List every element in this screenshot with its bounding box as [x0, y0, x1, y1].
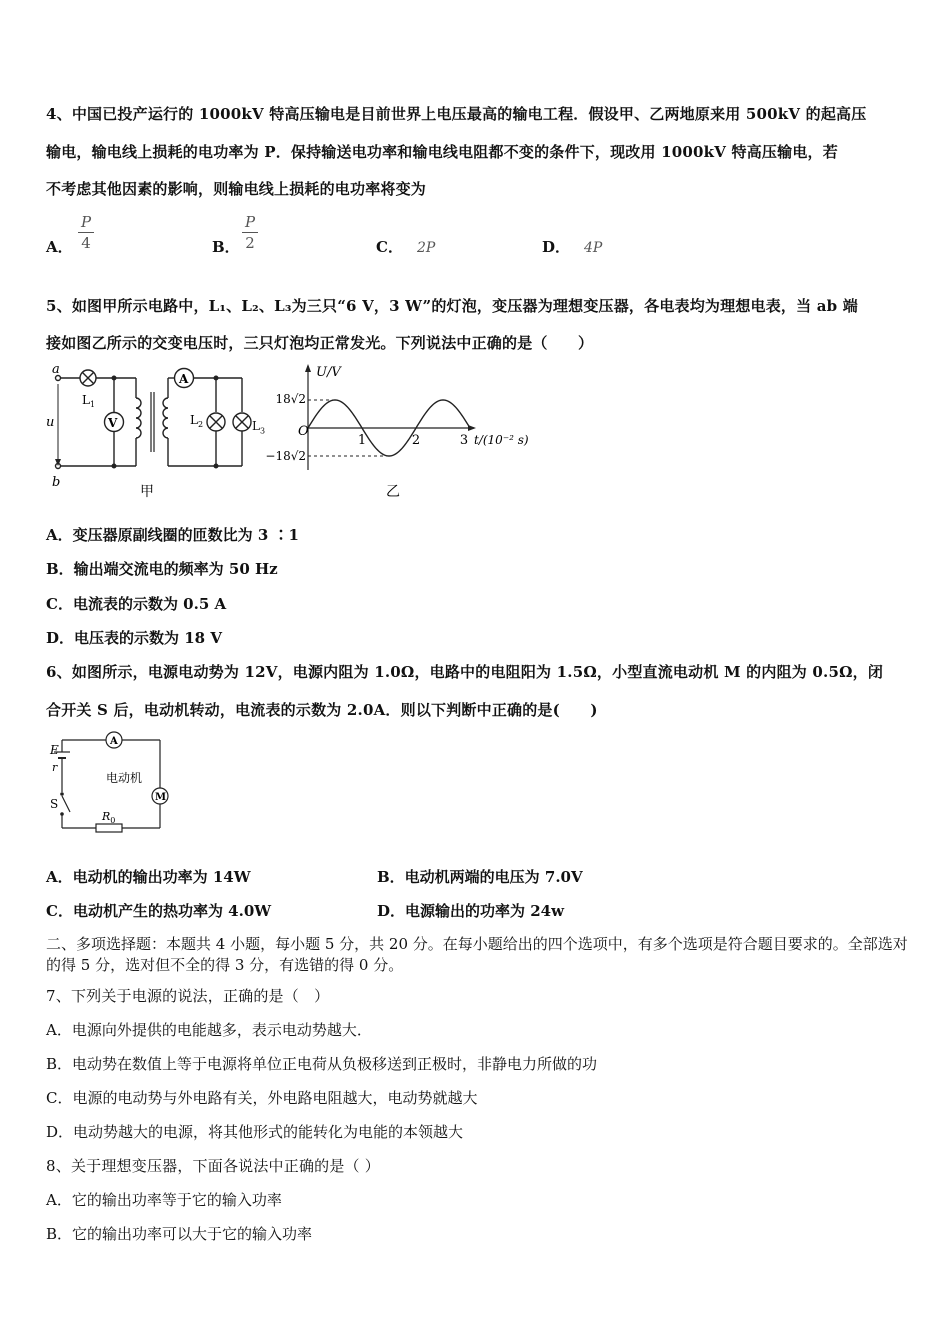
q4-option-b-denominator: 2 — [245, 234, 255, 252]
lamp-l3-label-text: $L_3$ — [252, 419, 266, 436]
q5-circuit-figure — [44, 362, 254, 502]
q6-option-d[interactable]: D．电源输出的功率为 24w — [377, 902, 565, 920]
chart-tick-2: 2 — [411, 433, 421, 448]
q4-stem-line1: 4、中国已投产运行的 1000kV 特高压输电是目前世界上电压最高的输电工程．假设甲、乙两地原来用 500kV 的起高压 — [46, 105, 867, 123]
switch-s-label: S — [50, 797, 59, 811]
q4-option-b-numerator: P — [244, 213, 256, 231]
q4-option-a-label: A． — [46, 238, 73, 256]
q6-stem-line1: 6、如图所示，电源电动势为 12V，电源内阻为 1.0Ω，电路中的电阻阳为 1.5Ω，小型直流电动机 M 的内阻为 0.5Ω，闭 — [46, 663, 884, 681]
lamp-l1-label: $L_1$ — [82, 393, 96, 409]
q5-option-b[interactable]: B．输出端交流电的频率为 50 Hz — [46, 560, 278, 578]
voltmeter-label: V — [108, 416, 118, 430]
chart-xlabel: t/(10⁻² s) — [474, 433, 529, 447]
q8-option-a[interactable]: A．它的输出功率等于它的输入功率 — [46, 1191, 282, 1209]
lamp-l2-label: $L_2$ — [190, 413, 204, 429]
q4-option-a-numerator: P — [80, 213, 92, 231]
chart-tick-3: 3 — [459, 433, 469, 448]
q6-circuit-figure — [44, 728, 174, 838]
q7-option-c[interactable]: C．电源的电动势与外电路有关，外电路电阻越大，电动势就越大 — [46, 1089, 478, 1107]
q4-option-b-fraction — [242, 214, 258, 251]
chart-ylabel: U/V — [316, 365, 341, 380]
figure-yi-caption: 乙 — [386, 484, 400, 500]
q4-option-a-denominator: 4 — [81, 234, 91, 252]
voltage-u-label: u — [46, 415, 55, 430]
q5-stem-line2: 接如图乙所示的交变电压时，三只灯泡均正常发光。下列说法中正确的是（ ） — [46, 334, 594, 352]
resistor-r0-label: $R_0$ — [102, 810, 116, 825]
q4-option-a[interactable] — [46, 236, 73, 257]
q4-option-d-label: D． — [542, 238, 571, 256]
q7-option-b[interactable]: B．电动势在数值上等于电源将单位正电荷从负极移送到正极时，非静电力所做的功 — [46, 1055, 598, 1073]
chart-origin-label: O — [298, 424, 309, 439]
q4-option-d[interactable] — [542, 236, 602, 257]
q7-option-d[interactable]: D．电动势越大的电源，将其他形式的能转化为电能的本领越大 — [46, 1123, 464, 1141]
ammeter-label: A — [179, 372, 189, 386]
q7-option-a[interactable]: A．电源向外提供的电能越多，表示电动势越大． — [46, 1021, 372, 1039]
q8-option-b[interactable]: B．它的输出功率可以大于它的输入功率 — [46, 1225, 313, 1243]
ammeter-a-label: A — [110, 736, 118, 747]
section-2-instructions: 二、多项选择题：本题共 4 小题，每小题 5 分，共 20 分。在每小题给出的四个选项中，有多个选项是符合题目要求的。全部选对的得 5 分，选对但不全的得 3 分，有选错的得 0 分。 — [46, 935, 908, 974]
q6-stem-line2: 合开关 S 后，电动机转动，电流表的示数为 2.0A．则以下判断中正确的是( ) — [46, 701, 598, 719]
q6-option-b[interactable]: B．电动机两端的电压为 7.0V — [377, 868, 583, 886]
q4-option-b-label: B． — [212, 238, 240, 256]
chart-ymax-label: 18√2 — [275, 392, 306, 406]
q4-option-a-fraction — [78, 214, 94, 251]
internal-r-label: r — [52, 761, 58, 774]
emf-e-label: E — [50, 743, 59, 757]
q4-option-b[interactable] — [212, 236, 240, 257]
q6-option-c[interactable]: C．电动机产生的热功率为 4.0W — [46, 902, 272, 920]
q4-option-c[interactable] — [376, 236, 435, 257]
q8-stem: 8、关于理想变压器，下面各说法中正确的是（ ） — [46, 1157, 380, 1175]
terminal-b-label: b — [52, 475, 61, 490]
chart-tick-1: 1 — [357, 433, 367, 448]
q4-stem-line3: 不考虑其他因素的影响，则输电线上损耗的电功率将变为 — [46, 180, 427, 198]
q4-option-d-value: 4P — [584, 240, 603, 256]
chart-ymin-label: −18√2 — [265, 449, 306, 463]
q5-option-c[interactable]: C．电流表的示数为 0.5 A — [46, 595, 227, 613]
q4-stem-line2: 输电，输电线上损耗的电功率为 P．保持输送电功率和输电线电阻都不变的条件下，现改用 1000kV 特高压输电，若 — [46, 143, 838, 161]
motor-caption: 电动机 — [106, 771, 143, 785]
q5-voltage-chart — [262, 362, 534, 502]
q5-option-a[interactable]: A．变压器原副线圈的匝数比为 3 ∶1 — [46, 526, 299, 544]
q6-option-a[interactable]: A．电动机的输出功率为 14W — [46, 868, 251, 886]
q7-stem: 7、下列关于电源的说法，正确的是（ ） — [46, 987, 330, 1005]
q5-option-d[interactable]: D．电压表的示数为 18 V — [46, 629, 222, 647]
q4-option-c-label: C． — [376, 238, 403, 256]
q5-stem-line1: 5、如图甲所示电路中，L₁、L₂、L₃为三只“6 V，3 W”的灯泡，变压器为理想变压器，各电表均为理想电表，当 ab 端 — [46, 297, 858, 315]
q4-option-c-value: 2P — [416, 240, 436, 256]
figure-jia-caption: 甲 — [140, 484, 154, 500]
terminal-a-label: a — [52, 362, 60, 377]
motor-m-label: M — [155, 792, 167, 803]
